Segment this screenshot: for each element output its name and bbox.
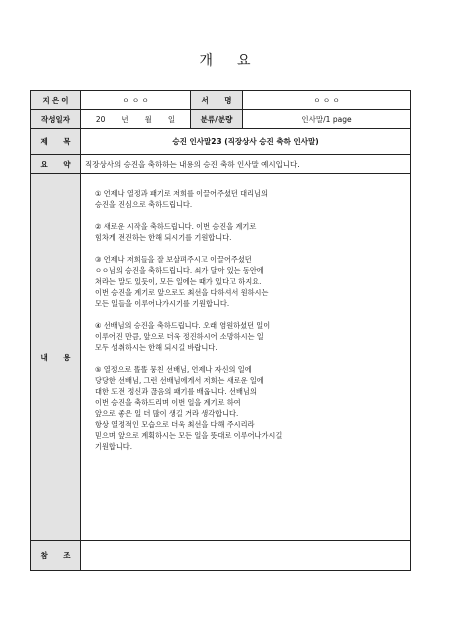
content-line: 앞으로 좋은 일 더 많이 생길 거라 생각합니다. xyxy=(95,409,239,418)
content-line: ① 언제나 열정과 패기로 저희를 이끌어주셨던 대리님의 xyxy=(95,189,268,198)
content-line: 대한 도전 정신과 끊음의 패기를 배웁니다. 선배님의 xyxy=(95,387,257,396)
date-value[interactable]: 20 년 월 일 xyxy=(81,110,191,129)
content-paragraph xyxy=(95,254,398,309)
page-title-char-2: 요 xyxy=(237,53,251,69)
author-value[interactable]: ㅇ ㅇ ㅇ xyxy=(81,91,191,110)
content-line: 모두 성취하시는 한해 되시길 바랍니다. xyxy=(95,343,218,352)
content-line: 승진을 진심으로 축하드립니다. xyxy=(95,200,193,209)
signature-label: 서 명 xyxy=(191,91,243,110)
content-line: 항상 열정적인 모습으로 더욱 최선을 다해 주시리라 xyxy=(95,420,255,429)
content-line: 당당한 선배님, 그런 선배님에게서 저희는 새로운 일에 xyxy=(95,376,264,385)
content-line: ③ 언제나 저희들을 잘 보살펴주시고 이끌어주셨던 xyxy=(95,255,252,264)
signature-value[interactable]: ㅇ ㅇ ㅇ xyxy=(243,91,411,110)
content-line: 힘차게 전진하는 한해 되시기를 기원합니다. xyxy=(95,233,232,242)
content-text-area xyxy=(81,174,410,452)
content-line: ⑤ 열정으로 똘똘 뭉친 선배님, 언제나 자신의 일에 xyxy=(95,365,252,374)
content-line: 기원합니다. xyxy=(95,442,133,451)
reference-label: 참 조 xyxy=(31,541,81,571)
page-title xyxy=(0,50,450,70)
content-line: ② 새로운 시작을 축하드립니다. 이번 승진을 계기로 xyxy=(95,222,257,231)
content-line: ④ 선배님의 승진을 축하드립니다. 오래 염원하셨던 일이 xyxy=(95,321,271,330)
author-label: 지 은 이 xyxy=(31,91,81,110)
content-paragraph xyxy=(95,320,398,353)
content-body[interactable] xyxy=(81,174,411,541)
summary-label: 요 약 xyxy=(31,155,81,174)
subject-label: 제 목 xyxy=(31,129,81,155)
content-paragraph xyxy=(95,188,398,210)
content-line: 이번 승진을 축하드리며 이번 일을 계기로 하여 xyxy=(95,398,241,407)
category-label: 분류/분량 xyxy=(191,110,243,129)
content-paragraph xyxy=(95,221,398,243)
content-line: 쳐라는 말도 있듯이, 모든 일에는 때가 있다고 하지요. xyxy=(95,277,262,286)
content-line: 이번 승진을 계기로 앞으로도 최선을 다하셔서 원하시는 xyxy=(95,288,269,297)
content-paragraph xyxy=(95,364,398,452)
content-line: ㅇㅇ님의 승진을 축하드립니다. 쇠가 달아 있는 동안에 xyxy=(95,266,264,275)
summary-value[interactable]: 직장상사의 승진을 축하하는 내용의 승진 축하 인사말 예시입니다. xyxy=(81,155,411,174)
subject-value[interactable]: 승진 인사말23 (직장상사 승진 축하 인사말) xyxy=(81,129,411,155)
content-label: 내 용 xyxy=(31,174,81,541)
document-form xyxy=(30,90,411,571)
reference-value[interactable] xyxy=(81,541,411,571)
content-line: 이루어진 만큼, 앞으로 더욱 정진하시어 소망하시는 일 xyxy=(95,332,264,341)
date-label: 작성일자 xyxy=(31,110,81,129)
page-title-char-1: 개 xyxy=(199,53,213,69)
category-value[interactable]: 인사말/1 page xyxy=(243,110,411,129)
content-line: 모든 일들을 이루어나가시기를 기원합니다. xyxy=(95,299,230,308)
content-line: 믿으며 앞으로 계획하시는 모든 일을 뜻대로 이루어나가시길 xyxy=(95,431,283,440)
